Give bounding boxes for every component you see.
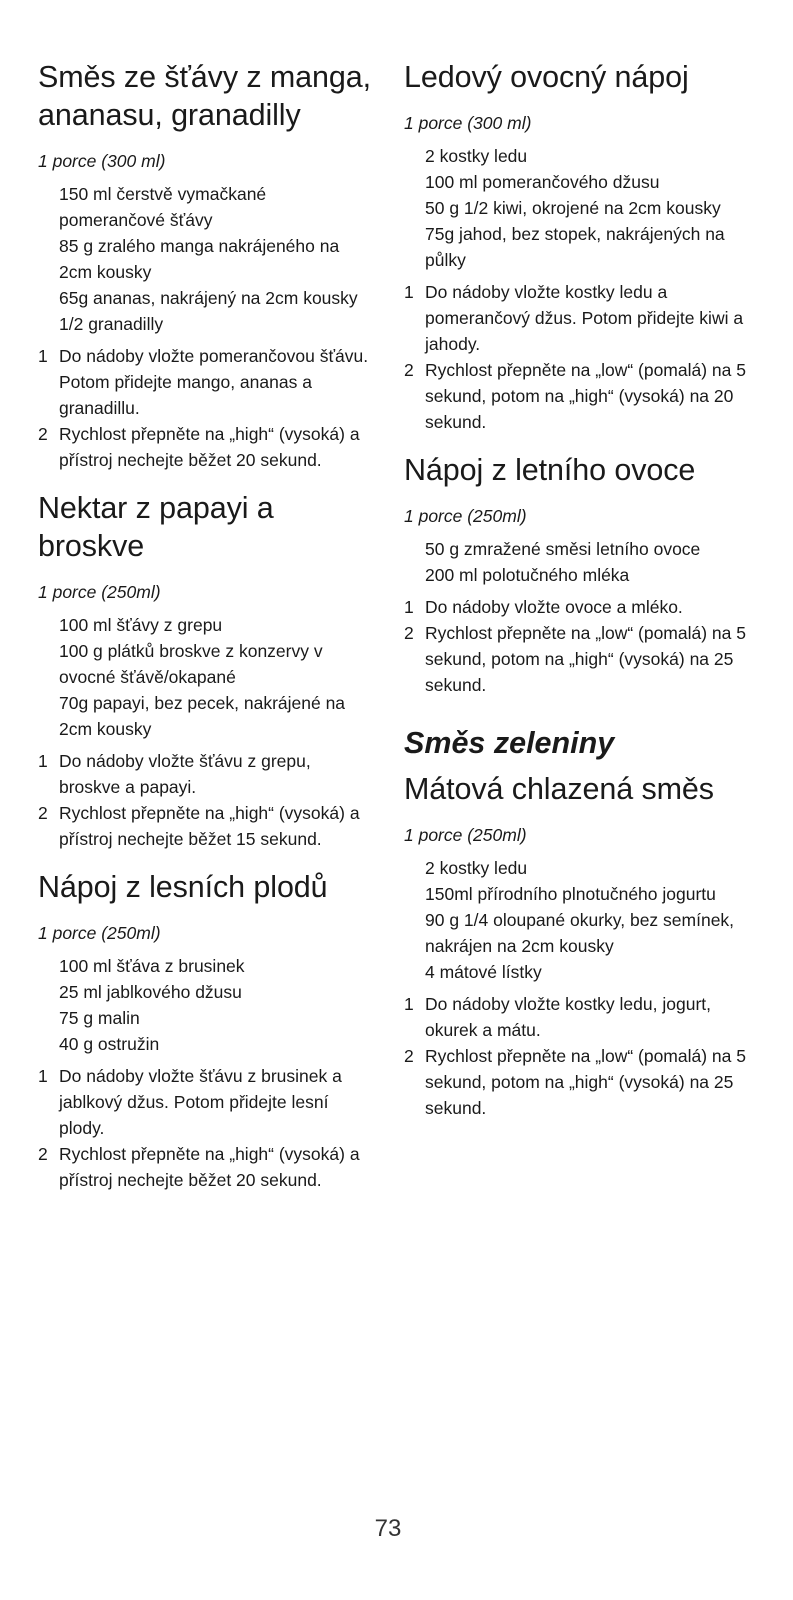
step-number: 2: [38, 803, 48, 823]
recipe-mint-chilled-blend: [404, 770, 749, 1121]
step-item: [38, 1063, 373, 1141]
step-text: Do nádoby vložte ovoce a mléko.: [425, 597, 683, 617]
step-item: [404, 357, 749, 435]
ingredient-list: [404, 143, 749, 273]
ingredient-item: 100 g plátků broskve z konzervy v ovocné šťávě/okapané: [59, 641, 323, 687]
step-item: [404, 279, 749, 357]
recipe-title: Směs ze šťávy z manga, ananasu, granadilly: [38, 60, 372, 132]
left-column: [38, 58, 373, 1209]
page-number: 73: [374, 1515, 402, 1542]
step-text: Rychlost přepněte na „low“ (pomalá) na 5 sekund, potom na „high“ (vysoká) na 25 sekund.: [425, 1046, 746, 1118]
step-number: 1: [38, 751, 48, 771]
recipe-title: Nápoj z lesních plodů: [38, 870, 328, 904]
step-number: 1: [38, 346, 48, 366]
step-item: [38, 1141, 373, 1193]
step-text: Rychlost přepněte na „low“ (pomalá) na 5 sekund, potom na „high“ (vysoká) na 25 sekund.: [425, 623, 746, 695]
step-item: [404, 620, 749, 698]
ingredient-item: 100 ml šťáva z brusinek: [59, 956, 245, 976]
step-text: Do nádoby vložte šťávu z brusinek a jablkový džus. Potom přidejte lesní plody.: [59, 1066, 342, 1138]
ingredient-item: 1/2 granadilly: [59, 314, 164, 334]
ingredient-item: 100 ml pomerančového džusu: [425, 172, 660, 192]
step-item: [404, 991, 749, 1043]
ingredient-item: 50 g 1/2 kiwi, okrojené na 2cm kousky: [425, 198, 721, 218]
ingredient-list: [38, 612, 373, 742]
recipe-papaya-peach-nectar: [38, 489, 373, 852]
step-text: Rychlost přepněte na „high“ (vysoká) a přístroj nechejte běžet 15 sekund.: [59, 803, 360, 849]
step-text: Rychlost přepněte na „high“ (vysoká) a přístroj nechejte běžet 20 sekund.: [59, 424, 360, 470]
ingredient-item: 2 kostky ledu: [425, 146, 528, 166]
recipe-portion: 1 porce (250ml): [404, 825, 527, 845]
ingredient-item: 2 kostky ledu: [425, 858, 528, 878]
ingredient-list: [38, 181, 373, 337]
recipe-portion: 1 porce (300 ml): [38, 151, 166, 171]
step-list: [38, 748, 373, 852]
section-spacer: [404, 714, 749, 724]
ingredient-item: 150 ml čerstvě vymačkané pomerančové šťávy: [59, 184, 267, 230]
step-text: Do nádoby vložte pomerančovou šťávu. Potom přidejte mango, ananas a granadillu.: [59, 346, 369, 418]
section-title: Směs zeleniny: [404, 726, 615, 760]
ingredient-item: 65g ananas, nakrájený na 2cm kousky: [59, 288, 358, 308]
ingredient-item: 90 g 1/4 oloupané okurky, bez semínek, nakrájen na 2cm kousky: [425, 910, 735, 956]
step-item: [404, 594, 749, 620]
ingredient-item: 70g papayi, bez pecek, nakrájené na 2cm kousky: [59, 693, 346, 739]
step-list: [404, 594, 749, 698]
step-number: 2: [404, 1046, 414, 1066]
step-number: 2: [404, 623, 414, 643]
step-list: [38, 343, 373, 473]
recipe-title: Nápoj z letního ovoce: [404, 453, 696, 487]
recipe-title: Nektar z papayi a broskve: [38, 491, 274, 563]
recipe-title: Mátová chlazená směs: [404, 772, 714, 806]
step-item: [404, 1043, 749, 1121]
ingredient-item: 25 ml jablkového džusu: [59, 982, 242, 1002]
recipe-summer-fruit-drink: [404, 451, 749, 698]
recipe-title: Ledový ovocný nápoj: [404, 60, 689, 94]
step-number: 1: [404, 597, 414, 617]
step-number: 1: [404, 994, 414, 1014]
recipe-portion: 1 porce (250ml): [38, 923, 161, 943]
recipe-portion: 1 porce (250ml): [404, 506, 527, 526]
ingredient-list: [404, 855, 749, 985]
recipe-portion: 1 porce (250ml): [38, 582, 161, 602]
step-number: 1: [404, 282, 414, 302]
ingredient-item: 75 g malin: [59, 1008, 140, 1028]
step-item: [38, 421, 373, 473]
ingredient-item: 150ml přírodního plnotučného jogurtu: [425, 884, 716, 904]
step-text: Rychlost přepněte na „high“ (vysoká) a přístroj nechejte běžet 20 sekund.: [59, 1144, 360, 1190]
ingredient-item: 75g jahod, bez stopek, nakrájených na půlky: [425, 224, 725, 270]
ingredient-item: 200 ml polotučného mléka: [425, 565, 630, 585]
step-item: [38, 800, 373, 852]
recipe-forest-fruit-drink: [38, 868, 373, 1193]
step-number: 2: [404, 360, 414, 380]
step-number: 2: [38, 1144, 48, 1164]
step-list: [404, 279, 749, 435]
step-item: [38, 748, 373, 800]
ingredient-item: 40 g ostružin: [59, 1034, 160, 1054]
ingredient-list: [38, 953, 373, 1057]
step-number: 2: [38, 424, 48, 444]
step-list: [404, 991, 749, 1121]
ingredient-item: 100 ml šťávy z grepu: [59, 615, 223, 635]
step-text: Rychlost přepněte na „low“ (pomalá) na 5 sekund, potom na „high“ (vysoká) na 20 sekund.: [425, 360, 746, 432]
recipe-iced-fruit-drink: [404, 58, 749, 435]
step-text: Do nádoby vložte kostky ledu, jogurt, okurek a mátu.: [425, 994, 711, 1040]
step-text: Do nádoby vložte šťávu z grepu, broskve a papayi.: [59, 751, 311, 797]
ingredient-list: [404, 536, 749, 588]
step-item: [38, 343, 373, 421]
right-column: [404, 58, 749, 1137]
ingredient-item: 50 g zmražené směsi letního ovoce: [425, 539, 701, 559]
step-list: [38, 1063, 373, 1193]
step-text: Do nádoby vložte kostky ledu a pomerančový džus. Potom přidejte kiwi a jahody.: [425, 282, 744, 354]
ingredient-item: 4 mátové lístky: [425, 962, 542, 982]
step-number: 1: [38, 1066, 48, 1086]
recipe-mango-pineapple-granadilla: [38, 58, 373, 473]
ingredient-item: 85 g zralého manga nakrájeného na 2cm kousky: [59, 236, 340, 282]
recipe-portion: 1 porce (300 ml): [404, 113, 532, 133]
